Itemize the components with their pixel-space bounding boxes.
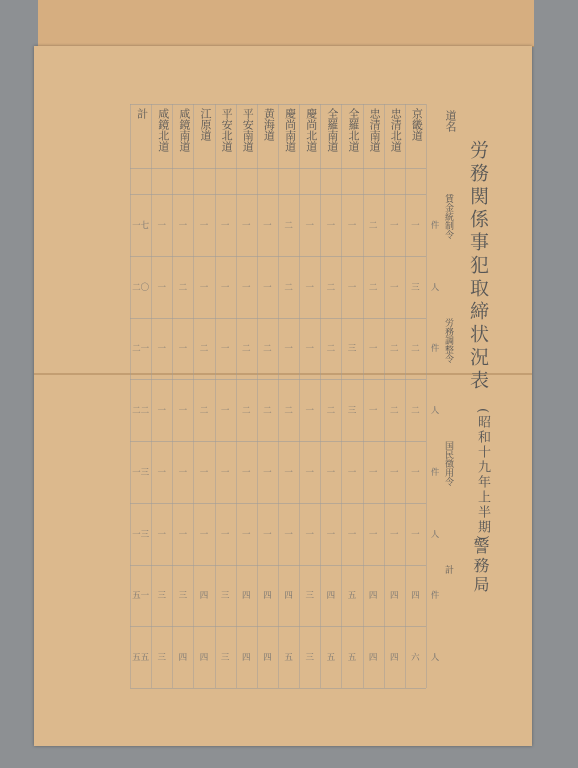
table-cell: 二 (411, 344, 420, 355)
table-cell: 二 (368, 282, 378, 293)
table-cell: 一 (199, 467, 209, 478)
table-cell: 一 (390, 467, 399, 478)
table-cell: 二〇 (132, 282, 150, 293)
table-unit-label: 人 (430, 653, 440, 664)
table-cell: 一 (326, 529, 336, 540)
table-hline (130, 168, 426, 169)
table-cell: 一 (347, 529, 357, 540)
table-cell: 四 (390, 653, 399, 664)
table-cell: 二 (178, 282, 188, 293)
table-cell: 二 (284, 282, 293, 293)
table-cell: 一 (411, 529, 420, 540)
table-cell: 一 (284, 529, 293, 540)
table-cell: 二 (242, 406, 251, 417)
table-cell: 一 (178, 529, 188, 540)
table-cell: 一 (157, 467, 166, 478)
table-cell: 一 (178, 344, 188, 355)
table-hline (130, 256, 426, 257)
table-cell: 一 (220, 529, 230, 540)
table-unit-label: 人 (430, 282, 440, 293)
table-unit-label: 件 (430, 344, 440, 355)
table-vline (426, 104, 427, 688)
table-unit-label: 人 (430, 406, 440, 417)
table-law-name: 国民徴用令 (443, 441, 453, 486)
document-title: 労務関係事犯取締状況表 (467, 140, 489, 393)
table-cell: 二一 (132, 344, 150, 355)
table-cell: 一 (178, 467, 188, 478)
table-cell: 一 (305, 220, 314, 231)
table-row-name: 全羅北道 (347, 108, 360, 152)
table-cell: 一 (305, 467, 314, 478)
table-cell: 六 (411, 653, 420, 664)
table-cell: 一 (157, 529, 166, 540)
table-cell: 一 (220, 282, 230, 293)
table-cell: 二 (390, 344, 399, 355)
table-cell: 一 (178, 220, 188, 231)
table-cell: 一 (199, 282, 209, 293)
table-cell: 一 (220, 344, 230, 355)
table-cell: 一 (157, 406, 166, 417)
table-cell: 一 (411, 220, 420, 231)
table-cell: 三 (178, 591, 188, 602)
table-cell: 四 (242, 653, 251, 664)
table-cell: 一 (368, 344, 378, 355)
table-cell: 三 (220, 653, 230, 664)
table-cell: 一 (390, 529, 399, 540)
folder-flap (38, 0, 534, 47)
table-cell: 三 (305, 591, 314, 602)
table-cell: 四 (178, 653, 188, 664)
table-row-name: 平安北道 (220, 108, 234, 152)
table-cell: 三 (305, 653, 314, 664)
table-row-name: 全羅南道 (325, 108, 339, 152)
table-cell: 一 (242, 467, 251, 478)
table-row-name: 京畿道 (410, 108, 424, 141)
table-row-name: 慶尚北道 (304, 108, 318, 152)
table-law-name: 労務調整令 (443, 317, 453, 363)
table-cell: 一 (326, 220, 336, 231)
table-hline (130, 503, 426, 504)
table-cell: 一 (390, 282, 399, 293)
table-cell: 一 (284, 467, 293, 478)
table-hline (130, 688, 426, 689)
table-cell: 一 (263, 220, 272, 231)
table-cell: 一 (368, 406, 378, 417)
table-cell: 二 (368, 220, 378, 231)
table-cell: 二 (411, 406, 420, 417)
document-department: 警務局 (471, 538, 490, 595)
table-cell: 一三 (132, 467, 150, 478)
table-cell: 一 (368, 529, 378, 540)
table-cell: 五 (347, 653, 357, 664)
table-cell: 四 (326, 591, 336, 602)
table-row-name: 江原道 (199, 108, 212, 141)
table-row-name: 平安南道 (241, 108, 255, 152)
table-hline (130, 104, 426, 105)
table-cell: 一 (178, 406, 188, 417)
table-hline (130, 441, 426, 442)
table-cell: 一 (263, 529, 272, 540)
table-row-name: 慶尚南道 (283, 108, 297, 152)
table-cell: 四 (368, 591, 378, 602)
table-cell: 二 (284, 220, 293, 231)
table-cell: 四 (284, 591, 293, 602)
table-cell: 四 (242, 591, 251, 602)
table-cell: 三 (157, 653, 166, 664)
table-cell: 一 (411, 467, 420, 478)
table-cell: 一 (326, 467, 336, 478)
table-cell: 一 (157, 282, 166, 293)
table-row-name: 咸鏡南道 (177, 108, 191, 152)
table-cell: 一 (199, 220, 209, 231)
table-cell: 一 (305, 344, 314, 355)
table-cell: 一 (220, 220, 230, 231)
table-cell: 一 (242, 282, 251, 293)
table-cell: 五 (284, 653, 293, 664)
table-cell: 三 (157, 591, 166, 602)
table-cell: 一三 (132, 529, 150, 540)
table-cell: 一 (305, 282, 314, 293)
table-hline (130, 194, 426, 195)
table-row-name: 忠清北道 (389, 108, 403, 152)
table-cell: 一 (242, 220, 251, 231)
table-cell: 一 (263, 282, 272, 293)
table-row-name: 計 (135, 108, 149, 119)
table-cell: 一 (220, 406, 230, 417)
table-law-name: 計 (443, 564, 453, 574)
table-cell: 一 (284, 344, 293, 355)
table-cell: 五五 (132, 653, 150, 664)
table-cell: 四 (390, 591, 399, 602)
table-cell: 三 (411, 282, 420, 293)
table-cell: 二 (263, 344, 272, 355)
table-cell: 二 (326, 406, 336, 417)
table-cell: 一 (199, 529, 209, 540)
table-row-name: 忠清南道 (368, 108, 382, 152)
table-cell: 一 (305, 529, 314, 540)
table-cell: 四 (263, 653, 272, 664)
table-unit-label: 件 (430, 467, 440, 478)
table-cell: 一 (157, 220, 166, 231)
table-cell: 五 (326, 653, 336, 664)
table-cell: 四 (411, 591, 420, 602)
table-cell: 二 (284, 406, 293, 417)
table-header-label: 道名 (444, 110, 457, 132)
table-unit-label: 件 (430, 591, 440, 602)
table-unit-label: 件 (430, 220, 440, 231)
table-hline (130, 379, 426, 380)
table-cell: 一 (347, 220, 357, 231)
table-cell: 一 (390, 220, 399, 231)
table-law-name: 賃金統制令 (443, 194, 453, 239)
table-cell: 四 (368, 653, 378, 664)
table-cell: 三 (347, 344, 357, 355)
table-cell: 四 (263, 591, 272, 602)
table-cell: 一 (347, 467, 357, 478)
table-cell: 五 (347, 591, 357, 602)
table-row-name: 黄海道 (262, 108, 276, 141)
table-cell: 四 (199, 591, 209, 602)
table-cell: 二 (242, 344, 251, 355)
table-cell: 二二 (132, 406, 150, 417)
table-cell: 二 (199, 344, 209, 355)
table-cell: 二 (390, 406, 399, 417)
table-cell: 三 (220, 591, 230, 602)
table-cell: 一 (368, 467, 378, 478)
table-cell: 一 (263, 467, 272, 478)
table-cell: 一 (220, 467, 230, 478)
table-cell: 二 (326, 344, 336, 355)
table-cell: 二 (263, 406, 272, 417)
table-row-name: 咸鏡北道 (156, 108, 170, 152)
table-hline (130, 318, 426, 319)
table-hline (130, 626, 426, 627)
table-hline (130, 565, 426, 566)
table-cell: 一 (347, 282, 357, 293)
table-cell: 五一 (132, 591, 150, 602)
table-cell: 二 (199, 406, 209, 417)
page-fold (34, 373, 532, 375)
table-cell: 一 (157, 344, 166, 355)
table-cell: 二 (326, 282, 336, 293)
table-cell: 三 (347, 406, 357, 417)
document-period: (昭和十九年上半期) (475, 408, 490, 543)
table-cell: 一 (242, 529, 251, 540)
table-unit-label: 人 (430, 529, 440, 540)
table-cell: 四 (199, 653, 209, 664)
table-cell: 一 (305, 406, 314, 417)
table-cell: 一七 (132, 220, 150, 231)
